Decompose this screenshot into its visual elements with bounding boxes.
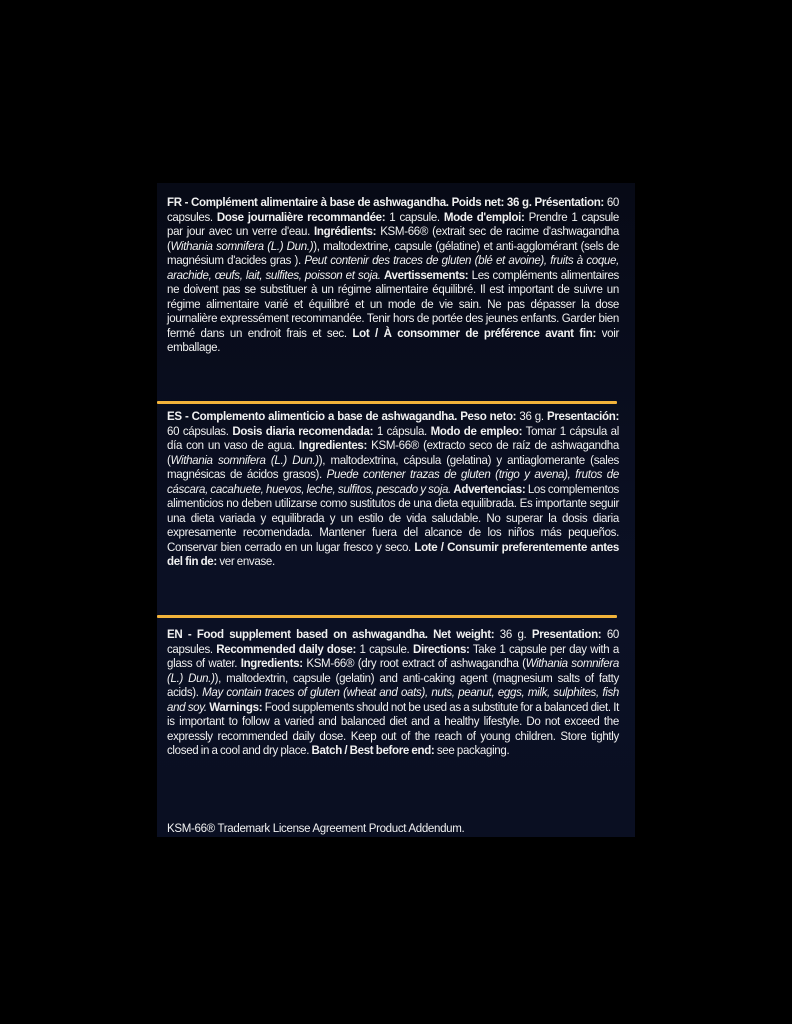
- es-lot-value: ver envase.: [216, 554, 275, 569]
- section-divider-2: [157, 615, 617, 618]
- es-allergens: Puede contener trazas de gluten (trigo y avena), frutos de cáscara, cacahuete, huevos, leche, sulfitos, pescado y soja.: [167, 467, 619, 496]
- es-ingredients-text-1: KSM-66® (extracto seco de raíz de ashwagandha (: [167, 438, 619, 467]
- es-heading: ES - Complemento alimenticio a base de ashwagandha.: [167, 409, 457, 423]
- en-usage-label: Directions:: [412, 641, 470, 656]
- en-allergens: May contain traces of gluten (wheat and oats), nuts, peanut, eggs, milk, sulphites, fish and soy.: [167, 685, 619, 714]
- fr-presentation-label: Présentation:: [534, 195, 604, 209]
- es-lot-label: Lote / Consumir preferentemente antes del fin de:: [167, 539, 619, 569]
- es-warnings-label: Advertencias:: [453, 481, 526, 496]
- en-heading: EN - Food supplement based on ashwagandha.: [167, 627, 428, 641]
- en-usage-value: Take 1 capsule per day with a glass of water.: [167, 641, 619, 671]
- fr-lot-value: voir emballage.: [167, 325, 619, 355]
- es-presentation-value: 60 cápsulas.: [167, 423, 233, 438]
- es-warnings-value: Los complementos alimenticios no deben utilizarse como sustitutos de una dieta equilibrada. Es importante seguir una dieta variada y equilibrada y un estilo de vida saludable. No superar la dosis diaria expresamente recomendada. Mantener fuera del alcance de los niños más pequeños. Conservar bien cerrado en un lugar fresco y seco.: [167, 481, 619, 554]
- fr-ingredients-label: Ingrédients:: [314, 224, 377, 239]
- en-presentation-value: 60 capsules.: [167, 627, 619, 656]
- french-section: [167, 195, 619, 355]
- fr-weight-label: Poids net:: [451, 195, 505, 209]
- es-dose-label: Dosis diaria recomendada:: [232, 423, 374, 438]
- en-presentation-label: Presentation:: [531, 627, 602, 641]
- fr-warnings-value: Les compléments alimentaires ne doivent pas se substituer à un régime alimentaire équilibré. Il est important de suivre un régime alimentaire varié et équilibré et un mode de vie sain. Ne pas dépasser la dose journalière expressément recommandée. Tenir hors de portée des jeunes enfants. Garder bien fermé dans un endroit frais et sec.: [167, 267, 620, 340]
- en-ingredients-latin: Withania somnifera (L.) Dun.): [167, 656, 619, 685]
- fr-ingredients-latin: Withania somnifera (L.) Dun.): [170, 238, 314, 253]
- en-ingredients-label: Ingredients:: [240, 656, 303, 671]
- product-label-panel: [157, 183, 635, 837]
- en-lot-value: see packaging.: [434, 743, 510, 758]
- english-section: [167, 627, 619, 758]
- fr-presentation-value: 60 capsules.: [167, 195, 619, 224]
- es-ingredients-latin: Withania somnifera (L.) Dun.): [170, 452, 319, 467]
- en-weight-label: Net weight:: [433, 627, 495, 641]
- fr-dose-label: Dose journalière recommandée:: [216, 209, 386, 224]
- en-lot-label: Batch / Best before end:: [311, 743, 435, 758]
- fr-warnings-label: Avertissements:: [383, 267, 469, 282]
- fr-allergens: Peut contenir des traces de gluten (blé et avoine), fruits à coque, arachide, œufs, lait, sulfites, poisson et soja.: [167, 253, 619, 282]
- es-weight-label: Peso neto:: [460, 409, 517, 423]
- es-usage-label: Modo de empleo:: [430, 423, 523, 438]
- es-ingredients-label: Ingredientes:: [298, 438, 368, 453]
- trademark-notice: KSM-66® Trademark License Agreement Product Addendum.: [167, 821, 465, 835]
- es-dose-value: 1 cápsula.: [373, 423, 431, 438]
- fr-dose-value: 1 capsule.: [385, 209, 444, 224]
- fr-usage-label: Mode d'emploi:: [443, 209, 525, 224]
- fr-heading: FR - Complément alimentaire à base de ashwagandha.: [167, 195, 449, 209]
- fr-weight-value: 36 g.: [504, 195, 532, 209]
- en-dose-value: 1 capsule.: [356, 641, 413, 656]
- fr-usage-value: Prendre 1 capsule par jour avec un verre d'eau.: [167, 209, 619, 239]
- en-weight-value: 36 g.: [494, 627, 532, 641]
- section-divider-1: [157, 401, 617, 404]
- en-dose-label: Recommended daily dose:: [216, 641, 357, 656]
- spanish-section: [167, 409, 619, 569]
- es-presentation-label: Presentación:: [546, 409, 619, 423]
- en-ingredients-text-2: ), maltodextrin, capsule (gelatin) and anti-caking agent (magnesium salts of fatty acids).: [167, 670, 619, 700]
- en-ingredients-text-1: KSM-66® (dry root extract of ashwagandha (: [302, 656, 526, 671]
- en-warnings-value: Food supplements should not be used as a substitute for a balanced diet. It is important to follow a varied and balanced diet and a healthy lifestyle. Do not exceed the expressly recommended daily dose. Keep out of the reach of young children. Store tightly closed in a cool and dry place.: [167, 699, 619, 758]
- en-warnings-label: Warnings:: [209, 699, 263, 714]
- es-usage-value: Tomar 1 cápsula al día con un vaso de agua.: [167, 423, 619, 453]
- fr-ingredients-text-1: KSM-66® (extrait sec de racime d'ashwagandha (: [167, 224, 619, 253]
- es-weight-value: 36 g.: [516, 409, 547, 423]
- fr-ingredients-text-2: ), maltodextrine, capsule (gélatine) et anti-agglomérant (sels de magnésium d'acides gras ).: [167, 238, 619, 268]
- es-ingredients-text-2: ), maltodextrina, cápsula (gelatina) y antiaglomerante (sales magnésicas de ácidos grasos).: [167, 452, 619, 482]
- fr-lot-label: Lot / À consommer de préférence avant fin:: [352, 325, 597, 340]
